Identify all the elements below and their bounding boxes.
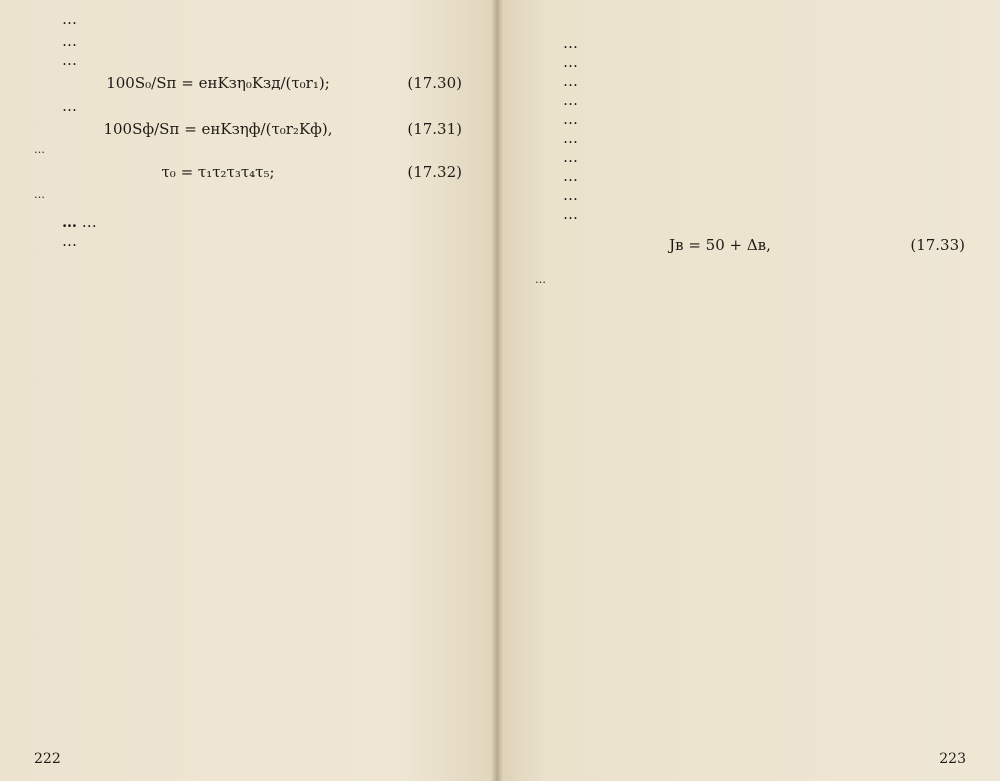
formula-17-32 xyxy=(34,163,462,182)
formula-number: (17.32) xyxy=(407,162,462,181)
paragraph: … xyxy=(62,10,77,28)
section-paragraph xyxy=(34,213,462,232)
paragraph: … xyxy=(62,51,77,69)
paragraph: … xyxy=(563,72,578,90)
paragraph: … xyxy=(563,167,578,185)
formula-17-33 xyxy=(535,236,965,255)
paragraph: … xyxy=(62,97,77,115)
formula-expression: 100Sф/Sп = eнKзηф/(τ₀r₂Kф), xyxy=(103,120,333,138)
formula-expression: τ₀ = τ₁τ₂τ₃τ₄τ₅; xyxy=(161,162,275,181)
paragraph: … xyxy=(563,110,578,128)
formula-17-31 xyxy=(34,120,462,139)
paragraph: … xyxy=(563,91,578,109)
paragraph: … xyxy=(563,53,578,71)
page-number: 222 xyxy=(34,751,61,767)
paragraph: … xyxy=(62,232,77,251)
footnote-text: … xyxy=(34,143,45,156)
footnote-text: … xyxy=(535,273,546,286)
formula-number: (17.31) xyxy=(407,120,462,138)
paragraph: … xyxy=(563,34,578,52)
left-page xyxy=(0,0,497,781)
paragraph: … xyxy=(563,205,578,223)
formula-number: (17.30) xyxy=(407,74,462,92)
paragraph: … xyxy=(563,129,578,147)
formula-expression: 100S₀/Sп = eнKзη₀Kзд/(τ₀r₁); xyxy=(106,74,330,92)
formula-number: (17.33) xyxy=(910,236,965,254)
paragraph-text: … xyxy=(81,213,97,232)
paragraph: … xyxy=(62,32,77,50)
book-gutter xyxy=(491,0,503,781)
formula-17-30 xyxy=(34,74,462,93)
paragraph: … xyxy=(563,186,578,204)
page-number: 223 xyxy=(939,751,966,767)
footnote-text: … xyxy=(34,187,45,201)
left-page-text xyxy=(34,10,462,251)
right-page-text xyxy=(535,34,965,287)
section-heading: … xyxy=(62,213,77,232)
formula-expression: Jв = 50 + Δв, xyxy=(669,236,771,254)
paragraph: … xyxy=(563,148,578,166)
right-page xyxy=(497,0,1000,781)
